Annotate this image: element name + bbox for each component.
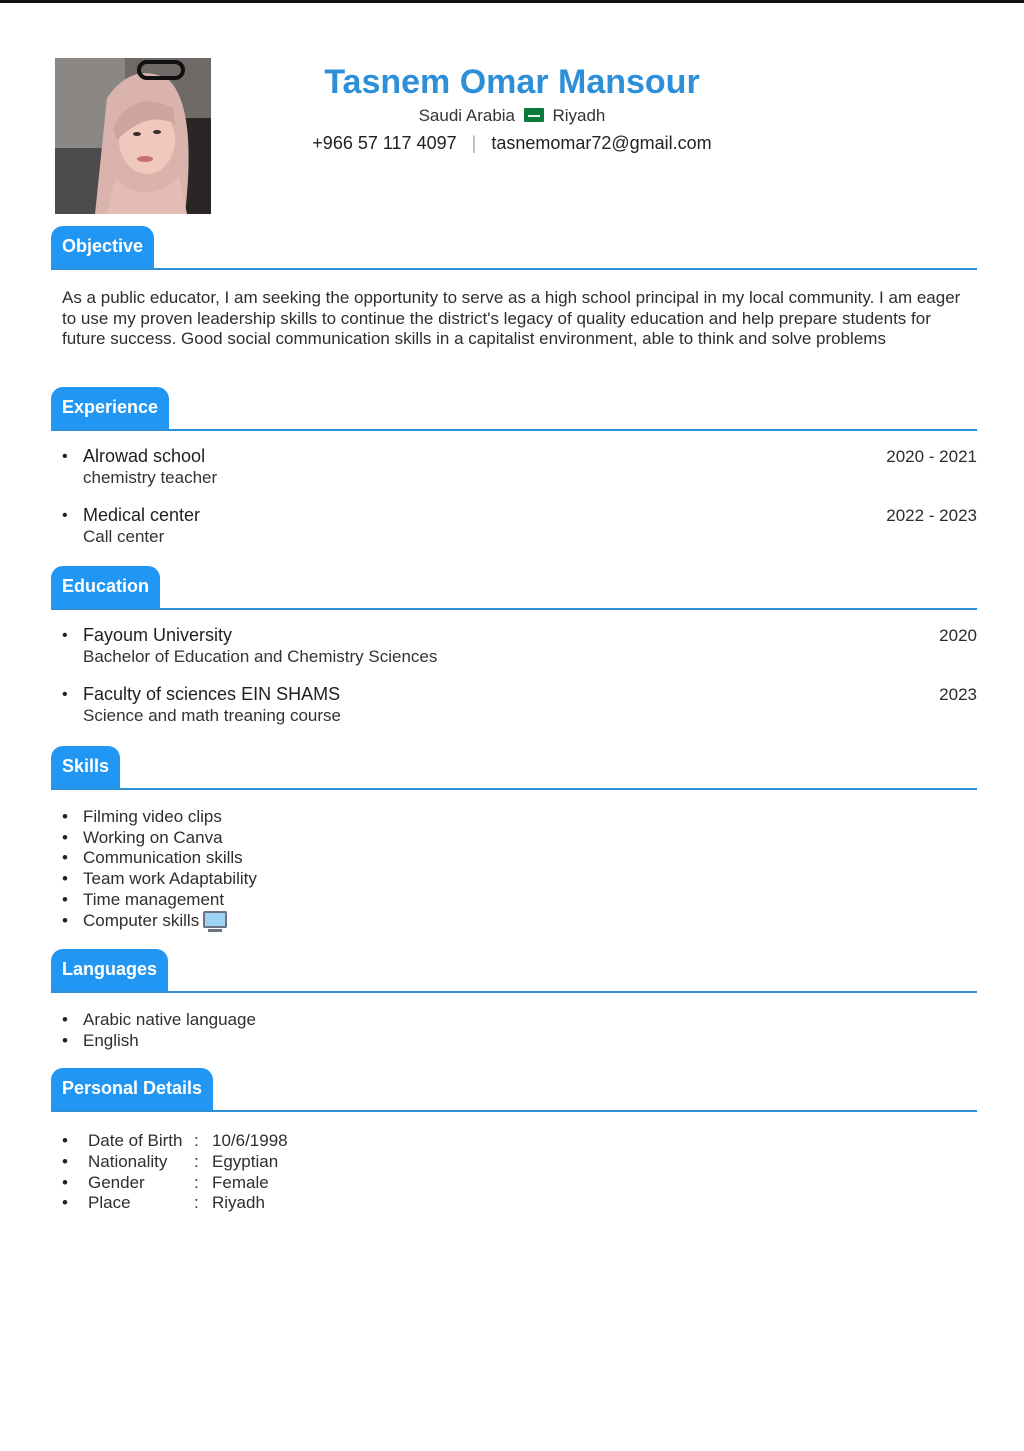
detail-label: • Gender: [88, 1172, 145, 1192]
detail-colon: :: [194, 1151, 199, 1171]
education-year: 2020: [939, 626, 977, 645]
list-item: [51, 828, 977, 849]
language-label: Arabic native language: [83, 1010, 256, 1029]
skills-section: [51, 746, 977, 931]
detail-value: Female: [212, 1172, 269, 1192]
section-divider: [51, 788, 977, 790]
skill-label: Computer skills: [83, 910, 200, 930]
experience-list: [51, 446, 977, 547]
contact-line: [212, 130, 812, 156]
list-item: [51, 1193, 977, 1214]
skill-label: Filming video clips: [83, 807, 222, 826]
detail-label: • Nationality: [88, 1151, 168, 1171]
personal-details-section: [51, 1068, 977, 1214]
languages-section: [51, 949, 977, 1051]
education-institution: • Faculty of sciences EIN SHAMS: [83, 684, 341, 704]
education-degree: Science and math treaning course: [83, 706, 341, 725]
skill-label: Time management: [83, 889, 225, 909]
profile-photo: [55, 58, 211, 214]
detail-label: • Place: [88, 1193, 131, 1213]
email-link[interactable]: tasnemomar72@gmail.com: [491, 133, 712, 153]
experience-role: chemistry teacher: [83, 468, 218, 487]
list-item: [51, 684, 977, 726]
section-header: [51, 566, 977, 610]
section-title-skills: Skills: [51, 746, 120, 788]
list-item: [51, 446, 977, 488]
list-item: [51, 1152, 977, 1173]
education-institution: • Fayoum University: [83, 625, 233, 645]
skill-label: Communication skills: [83, 848, 243, 868]
education-degree: Bachelor of Education and Chemistry Sciences: [83, 647, 438, 666]
skill-label: Team work Adaptability: [83, 869, 257, 889]
detail-value: Egyptian: [212, 1151, 279, 1171]
list-item: [51, 911, 977, 932]
experience-dates: 2022 - 2023: [886, 506, 977, 525]
detail-label: • Date of Birth: [88, 1131, 183, 1150]
candidate-name: Tasnem Omar Mansour: [324, 63, 700, 101]
section-divider: [51, 608, 977, 610]
experience-section: [51, 387, 977, 564]
section-header: [51, 226, 977, 270]
top-border: [0, 0, 1024, 3]
objective-text: As a public educator, I am seeking the opportunity to serve as a high school principal in my local community. I am eager to use my proven leadership skills to continue the district's legacy of quality education and help prepare students for future success. Good social communication skills in a capitalist environment, able to think and solve problems: [62, 288, 961, 348]
section-title-personal-details: Personal Details: [51, 1068, 213, 1110]
list-item: [51, 625, 977, 667]
experience-organization: • Medical center: [83, 505, 201, 525]
skills-list: [51, 807, 977, 931]
detail-colon: :: [194, 1193, 199, 1213]
detail-value: 10/6/1998: [212, 1131, 288, 1150]
list-item: [51, 1031, 977, 1052]
resume-header: [212, 58, 812, 156]
list-item: [51, 505, 977, 547]
saudi-flag-icon: [524, 108, 544, 122]
education-section: [51, 566, 977, 743]
personal-details-list: [51, 1131, 977, 1214]
section-title-education: Education: [51, 566, 160, 608]
education-list: [51, 625, 977, 726]
section-header: [51, 949, 977, 993]
section-title-languages: Languages: [51, 949, 168, 991]
language-label: English: [83, 1030, 139, 1050]
list-item: [51, 1010, 977, 1031]
detail-colon: :: [194, 1172, 199, 1192]
location: [212, 104, 812, 128]
list-item: [51, 848, 977, 869]
section-divider: [51, 268, 977, 270]
languages-list: [51, 1010, 977, 1051]
city: Riyadh: [552, 106, 606, 125]
detail-colon: :: [194, 1131, 199, 1150]
section-header: [51, 746, 977, 790]
country: Saudi Arabia: [418, 106, 515, 125]
section-title-experience: Experience: [51, 387, 169, 429]
skill-label: Working on Canva: [83, 827, 223, 847]
experience-dates: 2020 - 2021: [886, 447, 977, 466]
experience-role: Call center: [83, 527, 165, 546]
section-header: [51, 387, 977, 431]
section-divider: [51, 1110, 977, 1112]
detail-value: Riyadh: [212, 1193, 265, 1213]
section-header: [51, 1068, 977, 1112]
section-divider: [51, 429, 977, 431]
education-year: 2023: [939, 685, 977, 704]
list-item: [51, 1131, 977, 1152]
list-item: [51, 1173, 977, 1194]
list-item: [51, 807, 977, 828]
contact-separator: |: [471, 133, 477, 153]
section-divider: [51, 991, 977, 993]
experience-organization: • Alrowad school: [83, 446, 206, 466]
list-item: [51, 869, 977, 890]
computer-monitor-icon: [203, 911, 227, 928]
section-title-objective: Objective: [51, 226, 154, 268]
objective-section: [51, 226, 977, 350]
list-item: [51, 890, 977, 911]
phone-number: +966 57 117 4097: [312, 133, 457, 153]
